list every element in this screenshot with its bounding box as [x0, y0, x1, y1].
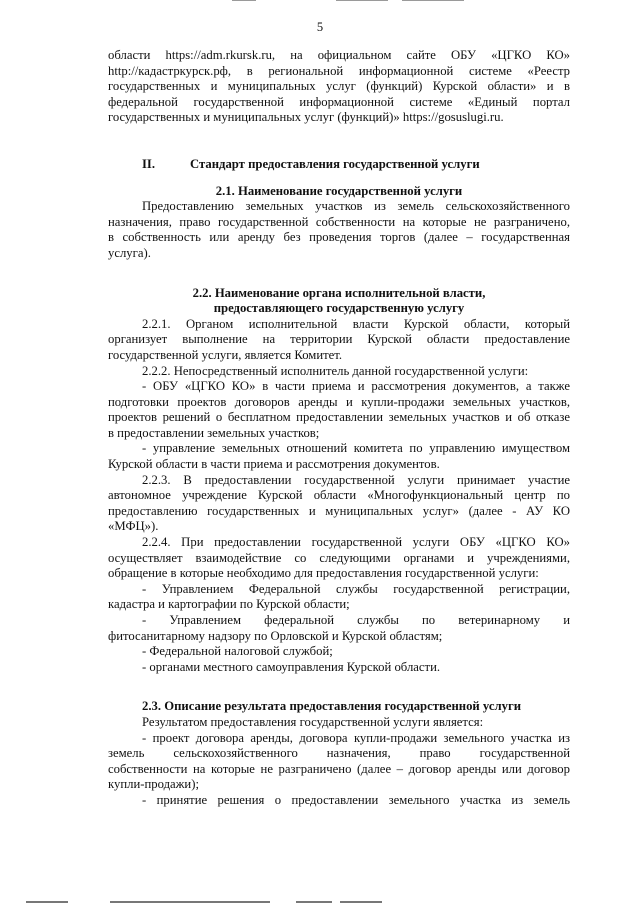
intro-line: http://кадастркурск.рф, в региональной информационной системе «Реестр	[108, 63, 570, 78]
section-heading	[108, 157, 570, 173]
subsection-2-2-title-cont: предоставляющего государственную услугу	[213, 301, 465, 316]
paragraph-line: назначения, право государственной собственности на которые не разграничено,	[108, 214, 570, 229]
paragraph-line: обращение в которые необходимо для предоставления государственной услуги:	[108, 566, 539, 581]
paragraph-line: - Управлением федеральной службы по ветеринарному и	[142, 613, 570, 627]
paragraph-line: - органами местного самоуправления Курской области.	[142, 659, 441, 674]
paragraph-line: 2.2.1. Органом исполнительной власти Курской области, который	[142, 316, 570, 331]
paragraph-line: фитосанитарному надзору по Орловской и Курской областям;	[108, 628, 443, 643]
paragraph-line: осуществляет взаимодействие со следующими органами и учреждениями,	[108, 550, 570, 565]
paragraph-line: 2.2.4. При предоставлении государственной услуги ОБУ «ЦГКО КО»	[142, 535, 570, 550]
section-title: Стандарт предоставления государственной услуги	[190, 156, 480, 171]
paragraph-line: в предоставлении земельных участков;	[108, 425, 320, 440]
paragraph-line: Результатом предоставления государственной услуги является:	[142, 714, 484, 729]
intro-line: федеральной государственной информационной системе «Единый портал	[108, 94, 570, 109]
paragraph-line: государственной услуги, является Комитет.	[108, 347, 343, 362]
paragraph-line: - проект договора аренды, договора купли-продажи земельного участка из	[142, 730, 570, 745]
subsection-2-3-title: 2.3. Описание результата предоставления государственной услуги	[142, 699, 522, 714]
scan-top-edge	[0, 0, 640, 4]
paragraph-line: автономное учреждение Курской области «Многофункциональный центр по	[108, 488, 570, 503]
paragraph-line: организует выполнение на территории Курской области предоставление	[108, 332, 570, 347]
paragraph-line: - ОБУ «ЦГКО КО» в части приема и рассмотрения документов, а также	[142, 379, 570, 394]
intro-line: государственных и муниципальных услуг (функций) Курской области» и в	[108, 79, 570, 94]
document-body	[108, 48, 570, 809]
paragraph-line: земель сельскохозяйственного назначения, право государственной	[108, 746, 570, 761]
section-number: II.	[142, 156, 156, 171]
paragraph-line: проектов решений о бесплатном предоставлении земельных участков и об отказе	[108, 410, 570, 425]
paragraph-line: - управление земельных отношений комитета по управлению имуществом	[142, 441, 570, 456]
paragraph-line: купли-продажи);	[108, 777, 199, 792]
paragraph-line: Предоставлению земельных участков из земель сельскохозяйственного	[142, 199, 570, 214]
paragraph-line: кадастра и картографии по Курской области;	[108, 597, 350, 612]
page-number: 5	[316, 20, 324, 34]
paragraph-line: - Управлением Федеральной службы государственной регистрации,	[142, 581, 570, 596]
intro-line: области https://adm.rkursk.ru, на официальном сайте ОБУ «ЦГКО КО»	[108, 48, 570, 62]
paragraph-line: «МФЦ»).	[108, 519, 159, 534]
paragraph-line: Курской области в части приема и рассмотрения документов.	[108, 457, 440, 472]
paragraph-line: - Федеральной налоговой службой;	[142, 644, 333, 659]
scan-bottom-edge	[0, 899, 640, 905]
paragraph-line: 2.2.2. Непосредственный исполнитель данной государственной услуги:	[142, 363, 529, 378]
paragraph-line: подготовки проектов договоров аренды и купли-продажи земельных участков,	[108, 394, 570, 409]
subsection-2-1-title: 2.1. Наименование государственной услуги	[215, 183, 463, 198]
paragraph-line: в собственность или аренду без проведения торгов (далее – государственная	[108, 230, 570, 245]
paragraph-line: собственности на которые не разграничено (далее – договор аренды или договор	[108, 761, 570, 776]
subsection-2-2-title: 2.2. Наименование органа исполнительной власти,	[192, 285, 486, 300]
paragraph-line: предоставлению государственных и муниципальных услуг» (далее - АУ КО	[108, 503, 570, 518]
paragraph-line: - принятие решения о предоставлении земельного участка из земель	[142, 792, 570, 807]
paragraph-line: 2.2.3. В предоставлении государственной услуги принимает участие	[142, 472, 570, 487]
paragraph-line: услуга).	[108, 245, 151, 260]
intro-line: государственных и муниципальных услуг (функций)» https://gosuslugi.ru.	[108, 110, 504, 125]
